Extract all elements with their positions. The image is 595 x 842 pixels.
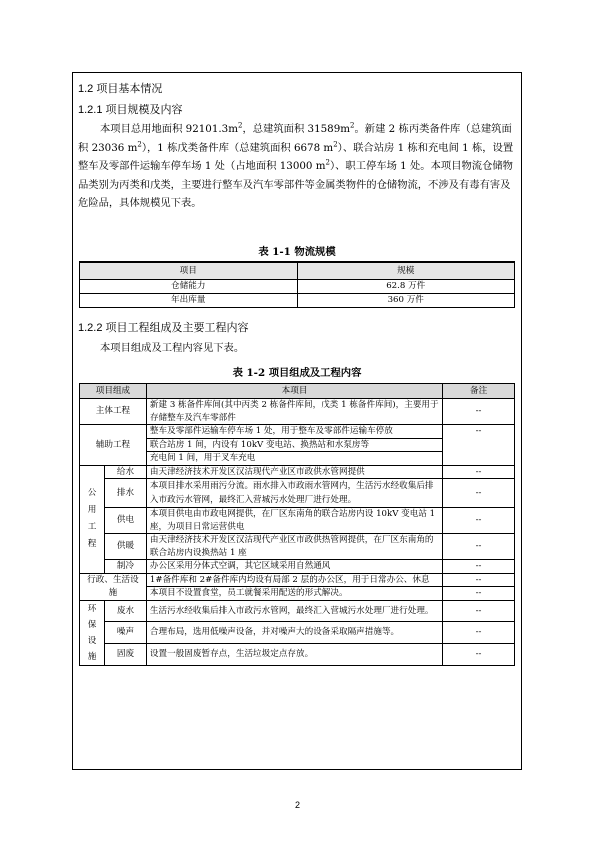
table-row — [80, 600, 515, 622]
row-note: -- — [443, 600, 515, 622]
row-sublabel: 供暖 — [104, 534, 146, 560]
row-note: -- — [443, 508, 515, 534]
row-content: 办公区采用分体式空调，其它区域采用自然通风 — [146, 560, 442, 574]
composition-paragraph: 本项目组成及工程内容见下表。 — [100, 342, 245, 354]
table-row — [80, 399, 515, 425]
table2-header: 本项目 — [146, 384, 442, 399]
table-row — [80, 534, 515, 560]
table-cell: 360 万件 — [297, 294, 515, 308]
table1-caption: 表 1-1 物流规模 — [258, 246, 336, 258]
row-sublabel: 噪声 — [104, 622, 146, 644]
table-cell: 年出库量 — [80, 294, 298, 308]
row-label: 环保设施 — [80, 600, 105, 665]
table-row — [80, 479, 515, 508]
table-row — [80, 622, 515, 644]
row-content: 1#备件库和 2#备件库内均设有局部 2 层的办公区，用于日常办公、休息 — [146, 573, 442, 587]
row-content: 新建 3 栋备件库间(其中丙类 2 栋备件库间，戊类 1 栋备件库间)，主要用于存储整车及汽车零部件 — [146, 399, 442, 425]
row-note: -- — [443, 534, 515, 560]
row-content: 整车及零部件运输车停车场 1 处，用于整车及零部件运输车停放 — [146, 425, 442, 439]
table-row — [80, 508, 515, 534]
row-content: 由天津经济技术开发区汉沽现代产业区市政供水管网提供 — [146, 465, 442, 479]
table-row — [80, 465, 515, 479]
section-heading: 1.2 项目基本情况 — [78, 83, 163, 95]
row-content: 联合站房 1 间，内设有 10kV 变电站、换热站和水泵房等 — [146, 438, 442, 452]
page-number: 2 — [294, 800, 300, 810]
table-cell: 62.8 万件 — [297, 280, 515, 294]
row-note: -- — [443, 587, 515, 601]
row-content: 合理布局，选用低噪声设备，并对噪声大的设备采取隔声措施等。 — [146, 622, 442, 644]
table-row — [80, 280, 515, 294]
row-note: -- — [443, 622, 515, 644]
row-note: -- — [443, 560, 515, 574]
row-content: 充电间 1 间，用于叉车充电 — [146, 452, 442, 466]
table-cell: 仓储能力 — [80, 280, 298, 294]
row-note: -- — [443, 479, 515, 508]
logistics-scale-table — [79, 261, 515, 308]
row-content: 生活污水经收集后排入市政污水管网，最终汇入营城污水处理厂进行处理。 — [146, 600, 442, 622]
table-row — [80, 573, 515, 587]
row-note: -- — [443, 425, 515, 466]
row-content: 设置一般固废暂存点，生活垃圾定点存放。 — [146, 643, 442, 665]
subsection-1-heading: 1.2.1 项目规模及内容 — [78, 104, 183, 116]
row-label: 行政、生活设施 — [80, 573, 147, 600]
row-label: 公用工程 — [80, 465, 105, 573]
project-composition-table — [79, 383, 515, 666]
row-note: -- — [443, 465, 515, 479]
subsection-2-heading: 1.2.2 项目工程组成及主要工程内容 — [78, 322, 249, 334]
table1-header: 规模 — [297, 262, 515, 280]
table-row — [80, 294, 515, 308]
row-note: -- — [443, 643, 515, 665]
row-note: -- — [443, 399, 515, 425]
row-content: 本项目不设置食堂，员工就餐采用配送的形式解决。 — [146, 587, 442, 601]
row-note: -- — [443, 573, 515, 587]
scale-paragraph: 本项目总用地面积 $92101.3m^2$，总建筑面积 $31589m^2$。新建 2 栋丙类备件库（总建筑面积 23036 $m^2$），1 栋戊类备件库（总建筑面积 6678 $m^2$）、联合站房 1 栋和充电间 1 栋，设置整车及零部件运输车停车场 1 处（占地面积 13000 $m^2$）、职工停车场 1 处。本项目物流仓储物品类别为丙类和戊类，主要进行整车及汽车零部件等金属类物件的仓储物流，不涉及有毒有害及危险品，具体规模见下表。 — [78, 121, 514, 209]
row-sublabel: 供电 — [104, 508, 146, 534]
table1-header: 项目 — [80, 262, 298, 280]
table2-header: 项目组成 — [80, 384, 147, 399]
row-label: 主体工程 — [80, 399, 147, 425]
row-sublabel: 废水 — [104, 600, 146, 622]
row-content: 本项目供电由市政电网提供，在厂区东南角的联合站房内设 10kV 变电站 1 座，为项目日常运营供电 — [146, 508, 442, 534]
table-row — [80, 643, 515, 665]
table-row — [80, 560, 515, 574]
row-sublabel: 排水 — [104, 479, 146, 508]
table2-header: 备注 — [443, 384, 515, 399]
row-content: 本项目排水采用雨污分流。雨水排入市政雨水管网内，生活污水经收集后排入市政污水管网，最终汇入营城污水处理厂进行处理。 — [146, 479, 442, 508]
row-sublabel: 制冷 — [104, 560, 146, 574]
row-sublabel: 固废 — [104, 643, 146, 665]
table2-caption: 表 1-2 项目组成及工程内容 — [232, 367, 362, 379]
row-sublabel: 给水 — [104, 465, 146, 479]
row-label: 辅助工程 — [80, 425, 147, 466]
table-row — [80, 425, 515, 439]
row-content: 由天津经济技术开发区汉沽现代产业区市政供热管网提供，在厂区东南角的联合站房内设换热站 1 座 — [146, 534, 442, 560]
